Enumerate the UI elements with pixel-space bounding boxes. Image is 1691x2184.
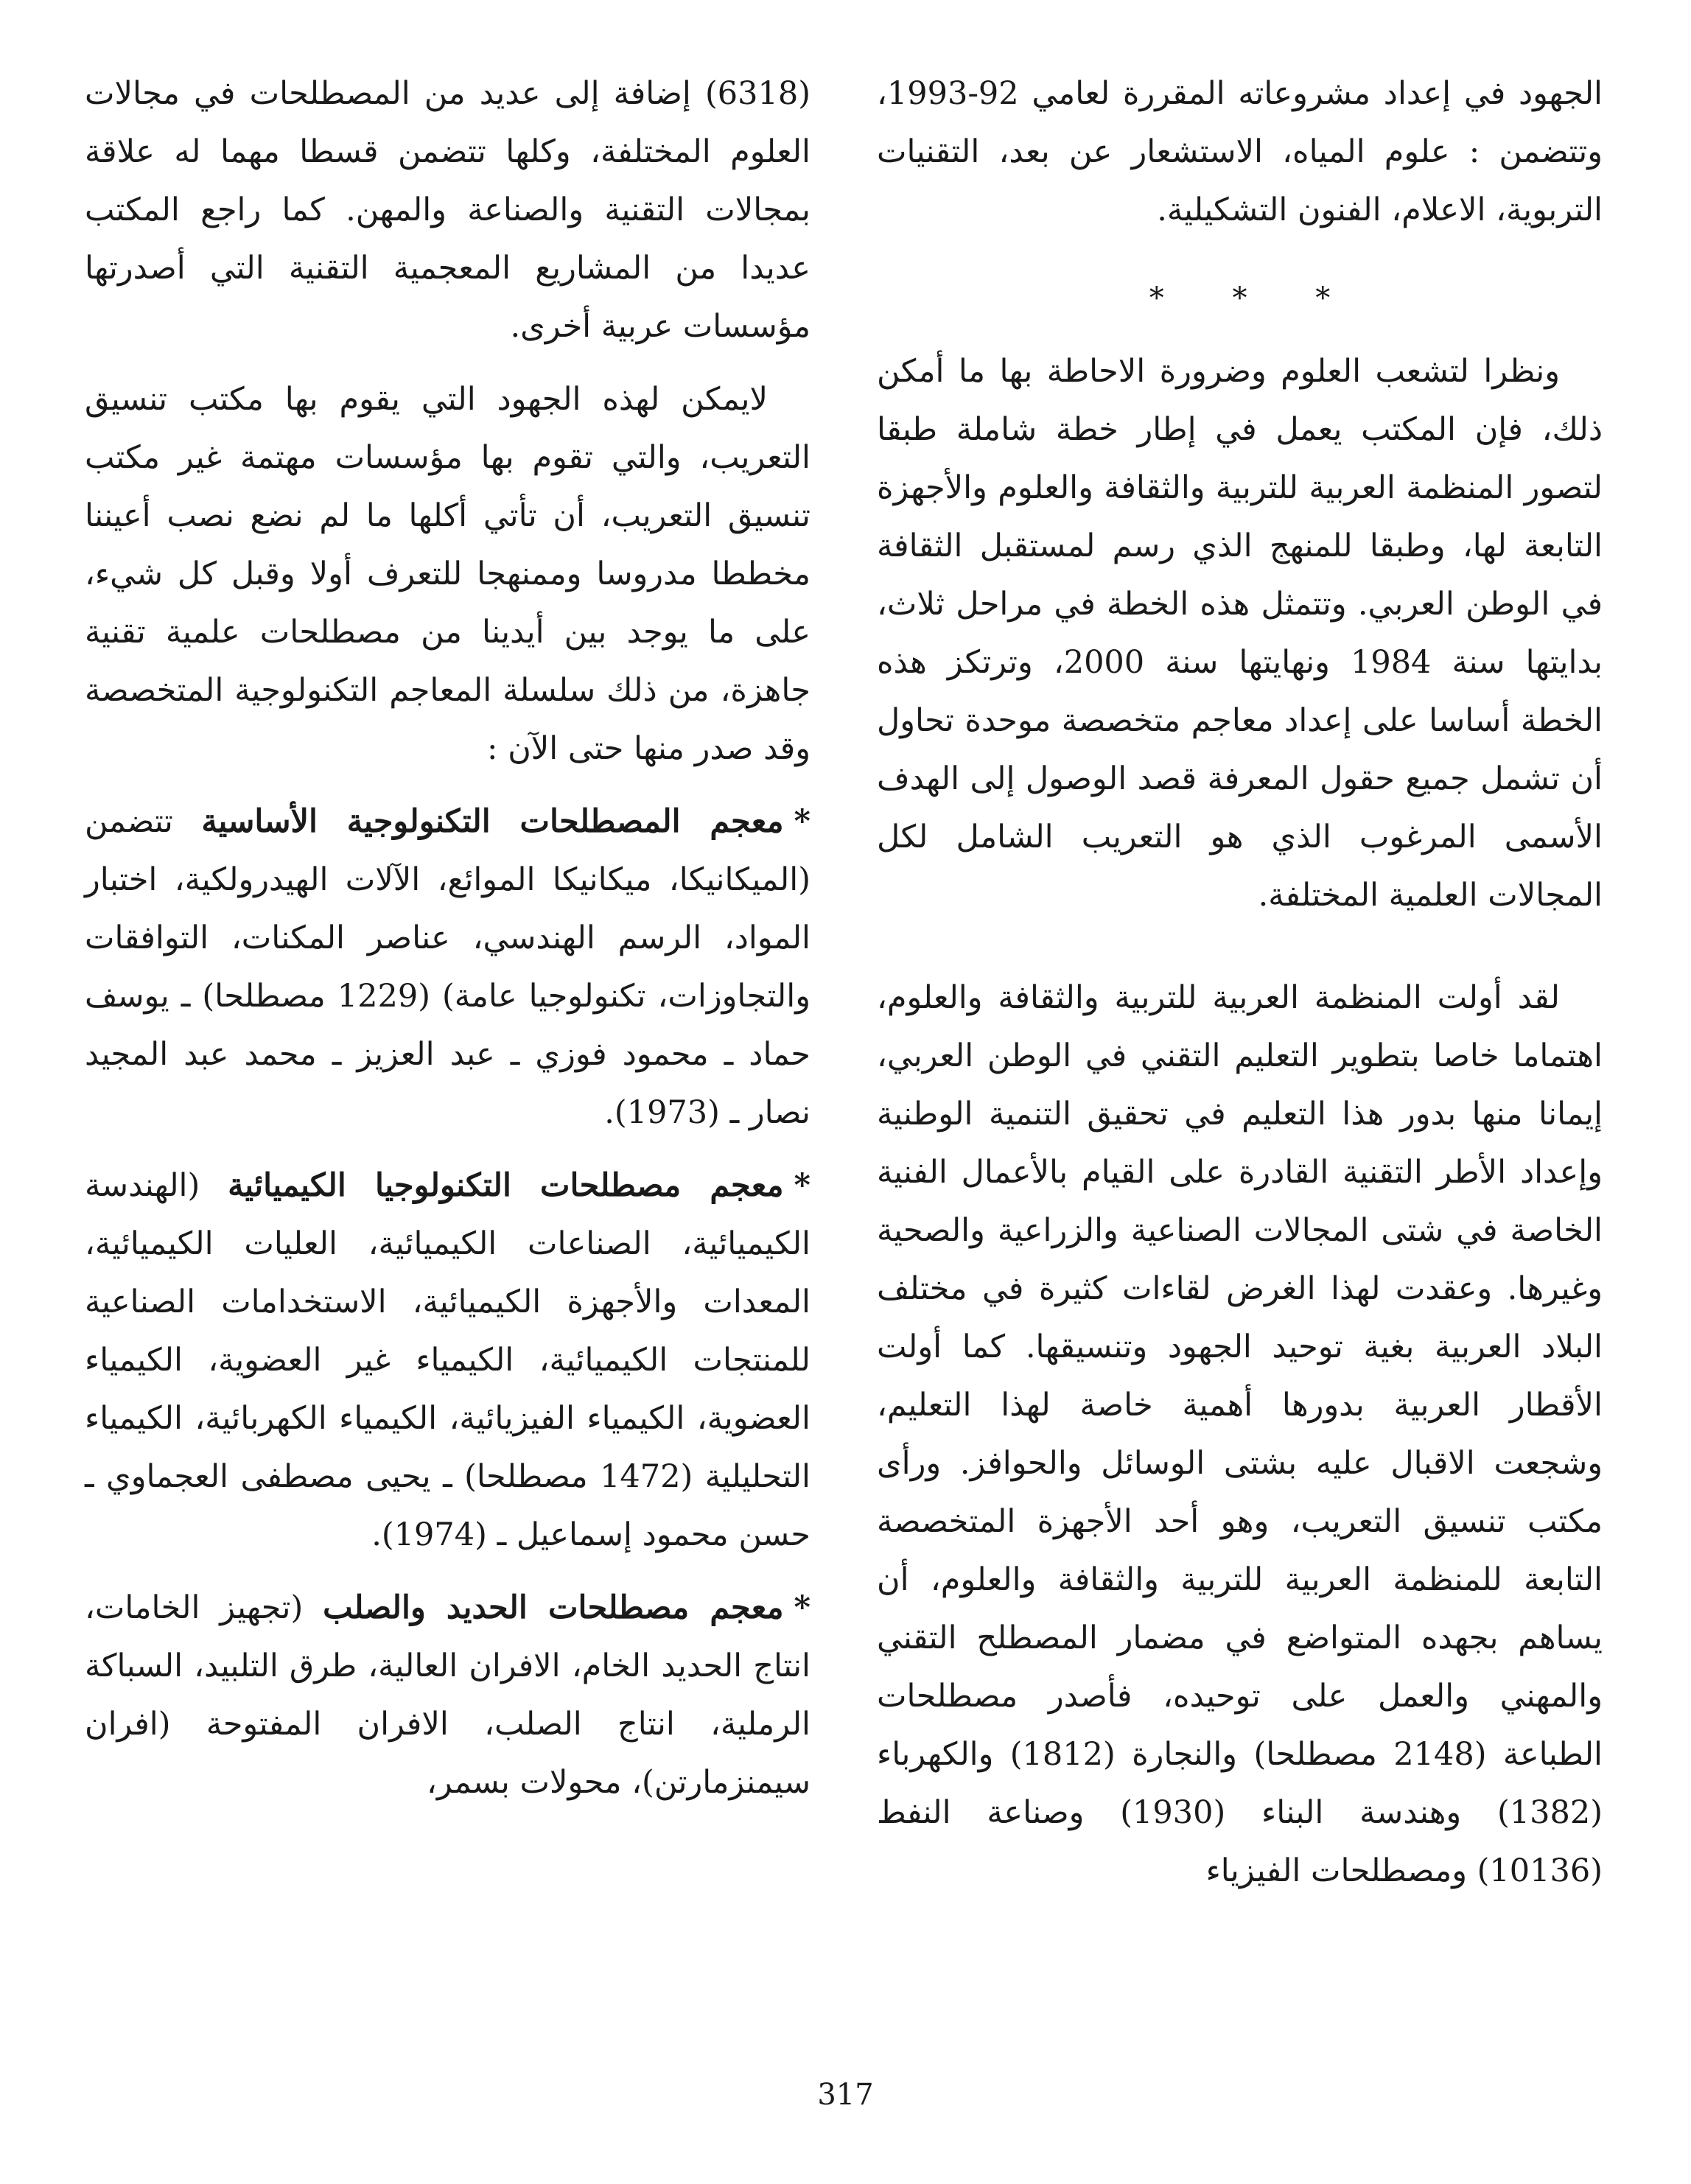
left-column [85, 65, 811, 1827]
right-column [877, 65, 1603, 1915]
page-number: 317 [817, 2078, 874, 2112]
entry-bullet: * [794, 803, 811, 840]
entry-body: (الهندسة الكيميائية، الصناعات الكيميائية، العليات الكيميائية، المعدات والأجهزة الكيميائية، الاستخدامات الصناعية للمنتجات الكيميائية، الكيمياء غير العضوية، الكيمياء العضوية، الكيمياء الفيزيائية، الكيمياء الكهربائية، الكيمياء التحليلية (1472 مصطلحا) ـ يحيى مصطفى العجماوي ـ حسن محمود إسماعيل ـ (1974). [85, 1167, 811, 1553]
dictionary-entry [85, 1579, 811, 1812]
entry-body: (تجهيز الخامات، انتاج الحديد الخام، الافران العالية، طرق التلبيد، السباكة الرملية، انتاج الصلب، الافران المفتوحة (افران سيمنزمارتن)، محولات بسمر، [85, 1589, 811, 1801]
right-paragraph-1: الجهود في إعداد مشروعاته المقررة لعامي 92-1993، وتتضمن : علوم المياه، الاستشعار عن بعد، التقنيات التربوية، الاعلام، الفنون التشكيلية. [877, 75, 1603, 228]
left-paragraph-1: (6318) إضافة إلى عديد من المصطلحات في مجالات العلوم المختلفة، وكلها تتضمن قسطا مهما له علاقة بمجالات التقنية والصناعة والمهن. كما راجع المكتب عديدا من المشاريع المعجمية التقنية التي أصدرتها مؤسسات عربية أخرى. [85, 75, 811, 345]
right-paragraph-2: ونظرا لتشعب العلوم وضرورة الاحاطة بها ما أمكن ذلك، فإن المكتب يعمل في إطار خطة شاملة طبقا لتصور المنظمة العربية للتربية والثقافة والعلوم والأجهزة التابعة لها، وطبقا للمنهج الذي رسم لمستقبل الثقافة في الوطن العربي. وتتمثل هذه الخطة في مراحل ثلاث، بدايتها سنة 1984 ونهايتها سنة 2000، وترتكز هذه الخطة أساسا على إعداد معاجم متخصصة موحدة تحاول أن تشمل جميع حقول المعرفة قصد الوصول إلى الهدف الأسمى المرغوب الذي هو التعريب الشامل لكل المجالات العلمية المختلفة. [877, 353, 1603, 914]
entry-title: معجم مصطلحات الحديد والصلب [323, 1589, 784, 1626]
separator-star: * [1315, 281, 1331, 315]
entry-title: معجم المصطلحات التكنولوجية الأساسية [201, 803, 784, 840]
right-paragraph-3: لقد أولت المنظمة العربية للتربية والثقافة والعلوم، اهتماما خاصا بتطوير التعليم التقني في الوطن العربي، إيمانا منها بدور هذا التعليم في تحقيق التنمية الوطنية وإعداد الأطر التقنية القادرة على القيام بالأعمال الفنية الخاصة في شتى المجالات الصناعية والزراعية والصحية وغيرها. وعقدت لهذا الغرض لقاءات كثيرة في مختلف البلاد العربية بغية توحيد الجهود وتنسيقها. كما أولت الأقطار العربية بدورها أهمية خاصة لهذا التعليم، وشجعت الاقبال عليه بشتى الوسائل والحوافز. ورأى مكتب تنسيق التعريب، وهو أحد الأجهزة المتخصصة التابعة للمنظمة العربية للتربية والثقافة والعلوم، أن يساهم بجهده المتواضع في مضمار المصطلح التقني والمهني والعمل على توحيده، فأصدر مصطلحات الطباعة (2148 مصطلحا) والنجارة (1812) والكهرباء (1382) وهندسة البناء (1930) وصناعة النفط (10136) ومصطلحات الفيزياء [877, 979, 1603, 1889]
entry-title: معجم مصطلحات التكنولوجيا الكيميائية [228, 1167, 784, 1204]
entry-body: تتضمن (الميكانيكا، ميكانيكا الموائع، الآلات الهيدرولكية، اختبار المواد، الرسم الهندسي، عناصر المكنات، التوافقات والتجاوزات، تكنولوجيا عامة) (1229 مصطلحا) ـ يوسف حماد ـ محمود فوزي ـ عبد العزيز ـ محمد عبد المجيد نصار ـ (1973). [85, 803, 811, 1131]
dictionary-entry [85, 793, 811, 1142]
left-paragraph-2: لايمكن لهذه الجهود التي يقوم بها مكتب تنسيق التعريب، والتي تقوم بها مؤسسات مهتمة غير مكتب تنسيق التعريب، أن تأتي أكلها ما لم نضع نصب أعيننا مخططا مدروسا وممنهجا للتعرف أولا وقبل كل شيء، على ما يوجد بين أيدينا من مصطلحات علمية تقنية جاهزة، من ذلك سلسلة المعاجم التكنولوجية المتخصصة وقد صدر منها حتى الآن : [85, 381, 811, 767]
separator-star: * [1149, 281, 1164, 315]
entry-bullet: * [794, 1589, 811, 1626]
section-separator [877, 276, 1603, 321]
dictionary-entry [85, 1157, 811, 1564]
separator-star: * [1232, 281, 1247, 315]
entry-bullet: * [794, 1167, 811, 1204]
